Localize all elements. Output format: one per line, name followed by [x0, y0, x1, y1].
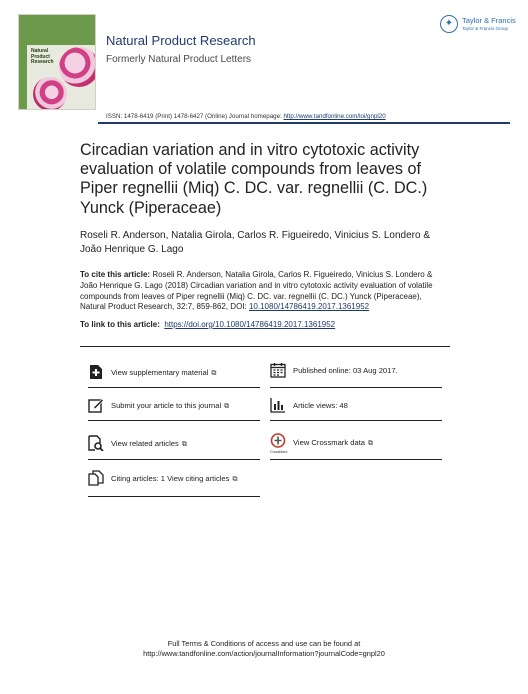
journal-name: Natural Product Research: [106, 33, 256, 48]
journal-homepage-link[interactable]: http://www.tandfonline.com/loi/gnpl20: [283, 113, 386, 120]
publisher-logo[interactable]: [440, 15, 518, 37]
divider: [270, 420, 442, 421]
external-link-icon: ⧉: [211, 370, 217, 377]
citation-doi-link[interactable]: 10.1080/14786419.2017.1361952: [248, 302, 370, 312]
citing-documents-icon: [88, 470, 104, 486]
external-link-icon: ⧉: [224, 403, 230, 410]
journal-cover-image: [18, 14, 96, 110]
divider: [80, 346, 450, 347]
external-link-icon: ⧉: [181, 441, 187, 448]
citation-block: To cite this article: Roseli R. Anderson, Natalia Girola, Carlos R. Figueiredo, Vinicius S. Londero & João Henrique G. Lago (2018) Circadian variation and in vitro cytotoxic activity evaluation of volatile compounds from leaves of Piper regnellii (Miq) C. DC. var. regnellii (C. DC.) Yunck (Piperaceae), Natural Product Research, 32:7, 859-862, DOI: 10.1080/14786419.2017.1361952: [80, 270, 433, 312]
divider: [88, 459, 260, 460]
bar-chart-icon: [270, 397, 286, 413]
article-authors: Roseli R. Anderson, Natalia Girola, Carlos R. Figueiredo, Vinicius S. Londero & João Henrique G. Lago: [80, 230, 430, 255]
cite-label: To cite this article:: [80, 270, 151, 279]
issn-line: ISSN: 1478-6419 (Print) 1478-6427 (Online) Journal homepage: http://www.tandfonline.com/loi/gnpl20: [106, 113, 386, 120]
cover-title: Natural Product Research: [31, 48, 54, 65]
divider: [88, 496, 260, 497]
crossmark-badge-text: CrossMark: [270, 450, 288, 454]
search-document-icon: [88, 435, 104, 451]
journal-formerly: Formerly Natural Product Letters: [106, 54, 252, 65]
header-divider: [98, 122, 510, 124]
article-link-row: [80, 320, 335, 329]
calendar-icon: [270, 362, 286, 378]
divider: [270, 387, 442, 388]
publisher-logo-icon: ✦: [440, 15, 458, 33]
footer-terms-link[interactable]: http://www.tandfonline.com/action/journalInformation?journalCode=gnpl20: [143, 649, 385, 658]
link-label: To link to this article:: [80, 320, 160, 329]
external-link-icon: ⧉: [368, 440, 374, 447]
footer-terms: Full Terms & Conditions of access and use can be found at http://www.tandfonline.com/action/journalInformation?journalCode=gnpl20: [0, 639, 528, 659]
divider: [270, 459, 442, 460]
publisher-name: Taylor & Francis: [462, 16, 516, 25]
article-doi-link[interactable]: https://doi.org/10.1080/14786419.2017.1361952: [164, 320, 336, 329]
external-link-icon: ⧉: [232, 476, 238, 483]
edit-document-icon: [88, 397, 104, 413]
publisher-tagline: Taylor & Francis Group: [462, 26, 509, 31]
divider: [88, 387, 260, 388]
supplementary-plus-icon: [88, 364, 104, 380]
article-title: Circadian variation and in vitro cytotoxic activity evaluation of volatile compounds from leaves of Piper regnellii (Miq) C. DC. var. regnellii (C. DC.) Yunck (Piperaceae): [80, 141, 428, 217]
divider: [88, 420, 260, 421]
